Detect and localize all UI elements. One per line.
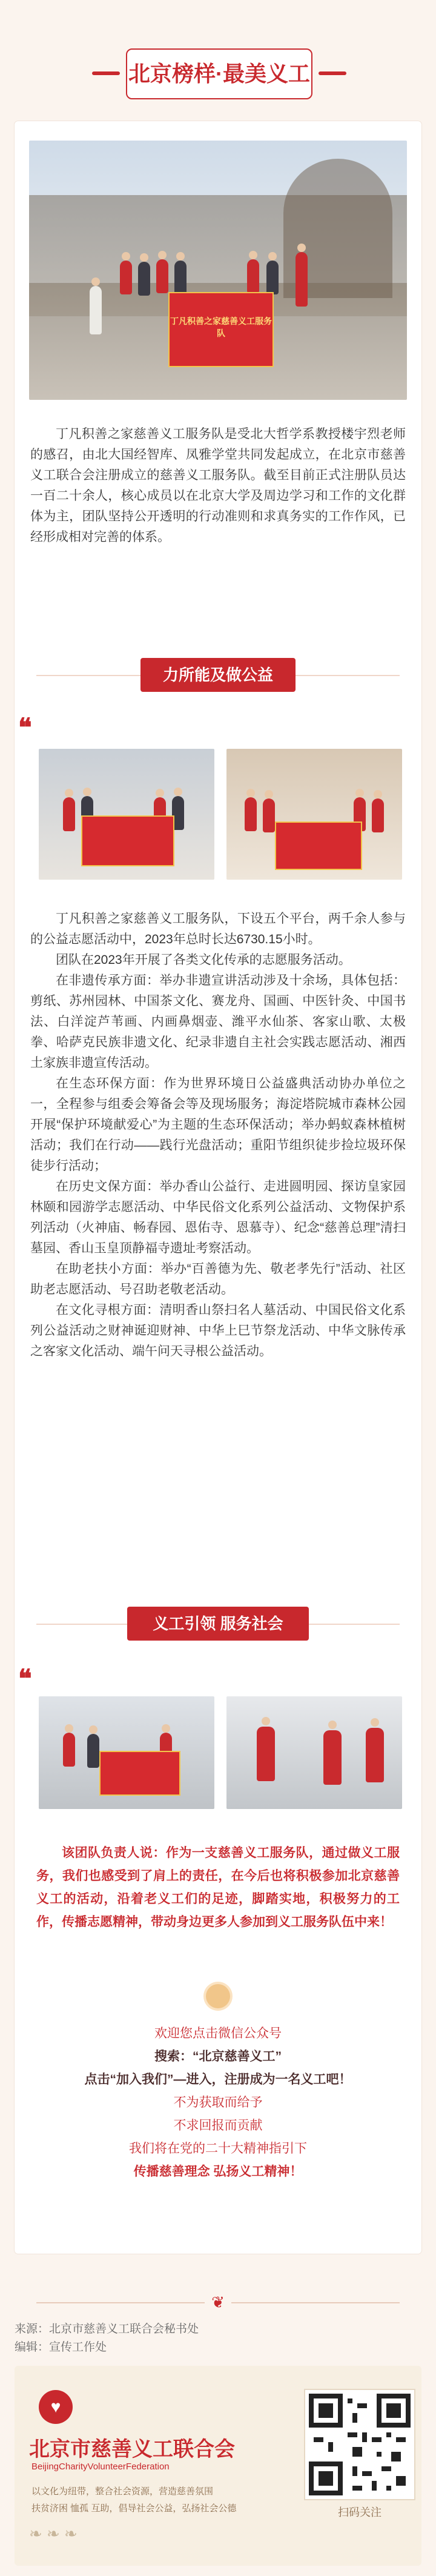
quote-open-icon: ❝: [18, 712, 32, 742]
section1-label: 力所能及做公益: [162, 666, 273, 684]
service-photo-left[interactable]: [39, 1696, 214, 1809]
cta-line-2: 搜索：“北京慈善义工”: [154, 2050, 282, 2063]
bow-icon: ❦: [205, 2294, 231, 2311]
cta-line-1: 欢迎您点击微信公众号: [154, 2027, 282, 2040]
org-footer: [15, 2366, 421, 2566]
org-logo-icon: ♥: [39, 2390, 73, 2424]
cta-line-5: 不求回报而贡献: [173, 2119, 263, 2133]
activities-paragraph: 丁凡积善之家慈善义工服务队，下设五个平台，两千余人参与的公益志愿活动中，2023年总时长达6730.15小时。: [30, 912, 406, 946]
service-photo-right[interactable]: [226, 1696, 402, 1809]
cta-line-4: 不为获取而给予: [173, 2096, 263, 2110]
page-title: 北京榜样·最美义工: [128, 61, 310, 86]
leaf-icon: ❧ ❧ ❧: [29, 2525, 78, 2543]
activities-text: [30, 909, 406, 1362]
activities-paragraph: 在文化寻根方面：清明香山祭扫名人墓活动、中国民俗文化系列公益活动之财神诞迎财神、中华上巳节祭龙活动、中华文脉传承之客家文化活动、端午问天寻根公益活动。: [30, 1303, 406, 1358]
activities-paragraph: 在生态环保方面：作为世界环境日公益盛典活动协办单位之一，全程参与组委会筹备会等及现场服务；海淀塔院城市森林公园开展“保护环境献爱心”为主题的生态环保活动；举办蚂蚁森林植树活动；我们在行动——践行光盘活动；重阳节组织徒步捡垃圾环保徒步行活动；: [30, 1077, 406, 1173]
activities-paragraph: 在历史文保方面：举办香山公益行、走进圆明园、探访皇家园林颐和园游学志愿活动、中华民俗文化系列公益活动、文物保护系列活动（火神庙、畅春园、恩佑寺、恩慕寺）、纪念“慈善总理”清扫墓园、香山玉皇顶静福寺遗址考察活动。: [30, 1180, 406, 1255]
org-slogan-2: 扶贫济困 恤孤 互助，倡导社会公益，弘扬社会公德: [31, 2503, 237, 2514]
org-slogan-1: 以文化为纽带，整合社会资源，营造慈善氛围: [31, 2486, 214, 2497]
leader-quote: [36, 1842, 400, 1934]
editor-text: 编辑：宣传工作处: [15, 2341, 107, 2354]
section2-label: 义工引领 服务社会: [153, 1615, 283, 1633]
qr-code[interactable]: [305, 2390, 414, 2499]
banner-text: 丁凡积善之家慈善义工服务队: [170, 317, 272, 339]
group-photo[interactable]: [29, 141, 407, 400]
activities-paragraph: 在非遗传承方面：举办非遗宣讲活动涉及十余场，具体包括：剪纸、苏州园林、中国茶文化、赛龙舟、国画、中医针灸、中国书法、白洋淀芦苇画、内画鼻烟壶、潍平水仙茶、客家山歌、太极拳、哈萨克民族非遗文化、纪录非遗自主社会实践志愿活动、湘西土家族非遗宣传活动。: [30, 974, 406, 1070]
mascot-icon: [206, 1984, 230, 2008]
source-text: 来源：北京市慈善义工联合会秘书处: [15, 2323, 199, 2335]
quote-open-icon: ❝: [18, 1664, 32, 1693]
cta-line-6: 我们将在党的二十大精神指引下: [129, 2142, 307, 2156]
intro-text: 丁凡积善之家慈善义工服务队是受北大哲学系教授楼宇烈老师的感召，由北大国经智库、凤雅学堂共同发起成立，在北京市慈善义工联合会注册成立的慈善义工服务队。截至目前正式注册队员达一百二十余人，核心成员以在北京大学及周边学习和工作的文化群体为主，团队坚持公开透明的行动准则和求真务实的工作作风，已经形成相对完善的体系。: [30, 427, 406, 544]
activity-photo-right[interactable]: [226, 749, 402, 880]
qr-caption: 扫码关注: [338, 2506, 382, 2518]
leader-quote-text: 该团队负责人说：作为一支慈善义工服务队，通过做义工服务，我们也感受到了肩上的责任，在今后也将积极参加北京慈善义工的活动，沿着老义工们的足迹，脚踏实地，积极努力的工作，传播志愿精神，带动身边更多人参加到义工服务队伍中来！: [36, 1846, 400, 1929]
group-banner: [168, 292, 274, 367]
org-name: 北京市慈善义工联合会: [29, 2438, 235, 2461]
section2-tag: [127, 1607, 309, 1641]
page-title-box: [126, 48, 312, 99]
activities-paragraph: 团队在2023年开展了各类文化传承的志愿服务活动。: [56, 953, 351, 967]
org-name-en: BeijingCharityVolunteerFederation: [31, 2461, 170, 2472]
activities-paragraph: 在助老扶小方面：举办“百善德为先、敬老孝先行”活动、社区助老志愿活动、号召助老敬老活动。: [30, 1262, 406, 1296]
cta-line-7: 传播慈善理念 弘扬义工精神！: [133, 2165, 303, 2179]
intro-paragraph: [30, 424, 406, 548]
section1-tag: [140, 658, 296, 692]
cta-line-3: 点击“加入我们”—进入，注册成为一名义工吧！: [84, 2073, 352, 2086]
activity-photo-left[interactable]: [39, 749, 214, 880]
